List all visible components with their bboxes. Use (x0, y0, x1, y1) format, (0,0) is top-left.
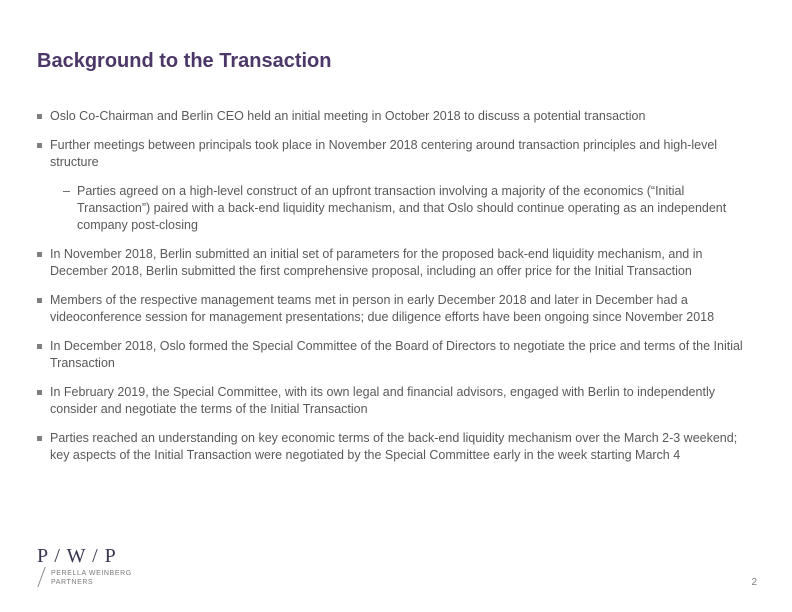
sub-bullet-text: Parties agreed on a high-level construct of an upfront transaction involving a majority of the economics (“Initial Transaction”) paired with a back-end liquidity mechanism, and that Oslo should continue operating as an independent company post-closing (77, 184, 727, 232)
square-bullet-icon (37, 344, 42, 349)
bullet-text: Members of the respective management teams met in person in early December 2018 and later in December had a videoconference session for management presentations; due diligence efforts have been ongoing since November 2018 (50, 293, 715, 324)
square-bullet-icon (37, 298, 42, 303)
logo-mark: P / W / P (37, 545, 117, 567)
bullet-item (37, 384, 753, 418)
logo-line-2: PARTNERS (51, 579, 94, 586)
bullet-list (37, 108, 753, 476)
bullet-text: Parties reached an understanding on key economic terms of the back-end liquidity mechanism over the March 2-3 weekend; key aspects of the Initial Transaction were negotiated by the Special Committee early in the week starting March 4 (50, 431, 738, 462)
page-number: 2 (751, 577, 757, 588)
square-bullet-icon (37, 390, 42, 395)
bullet-item (37, 137, 753, 234)
bullet-item (37, 246, 753, 280)
bullet-text: Further meetings between principals took place in November 2018 centering around transaction principles and high-level structure (50, 138, 718, 169)
bullet-text: In November 2018, Berlin submitted an initial set of parameters for the proposed back-end liquidity mechanism, and in December 2018, Berlin submitted the first comprehensive proposal, including an offer price for the Initial Transaction (50, 247, 703, 278)
square-bullet-icon (37, 436, 42, 441)
square-bullet-icon (37, 143, 42, 148)
bullet-text: In December 2018, Oslo formed the Special Committee of the Board of Directors to negotiate the price and terms of the Initial Transaction (50, 339, 743, 370)
pwp-logo (37, 545, 157, 590)
square-bullet-icon (37, 252, 42, 257)
bullet-item (37, 108, 753, 125)
bullet-text: In February 2019, the Special Committee, with its own legal and financial advisors, engaged with Berlin to independently consider and negotiate the terms of the Initial Transaction (50, 385, 715, 416)
bullet-text: Oslo Co-Chairman and Berlin CEO held an initial meeting in October 2018 to discuss a potential transaction (50, 109, 646, 123)
bullet-item (37, 338, 753, 372)
logo-line-1: PERELLA WEINBERG (51, 570, 132, 577)
square-bullet-icon (37, 114, 42, 119)
sub-bullet-item (50, 183, 753, 234)
dash-bullet-icon: – (63, 184, 70, 198)
slide-title: Background to the Transaction (37, 50, 332, 72)
logo-slash-icon (37, 567, 47, 587)
bullet-item (37, 292, 753, 326)
bullet-item (37, 430, 753, 464)
